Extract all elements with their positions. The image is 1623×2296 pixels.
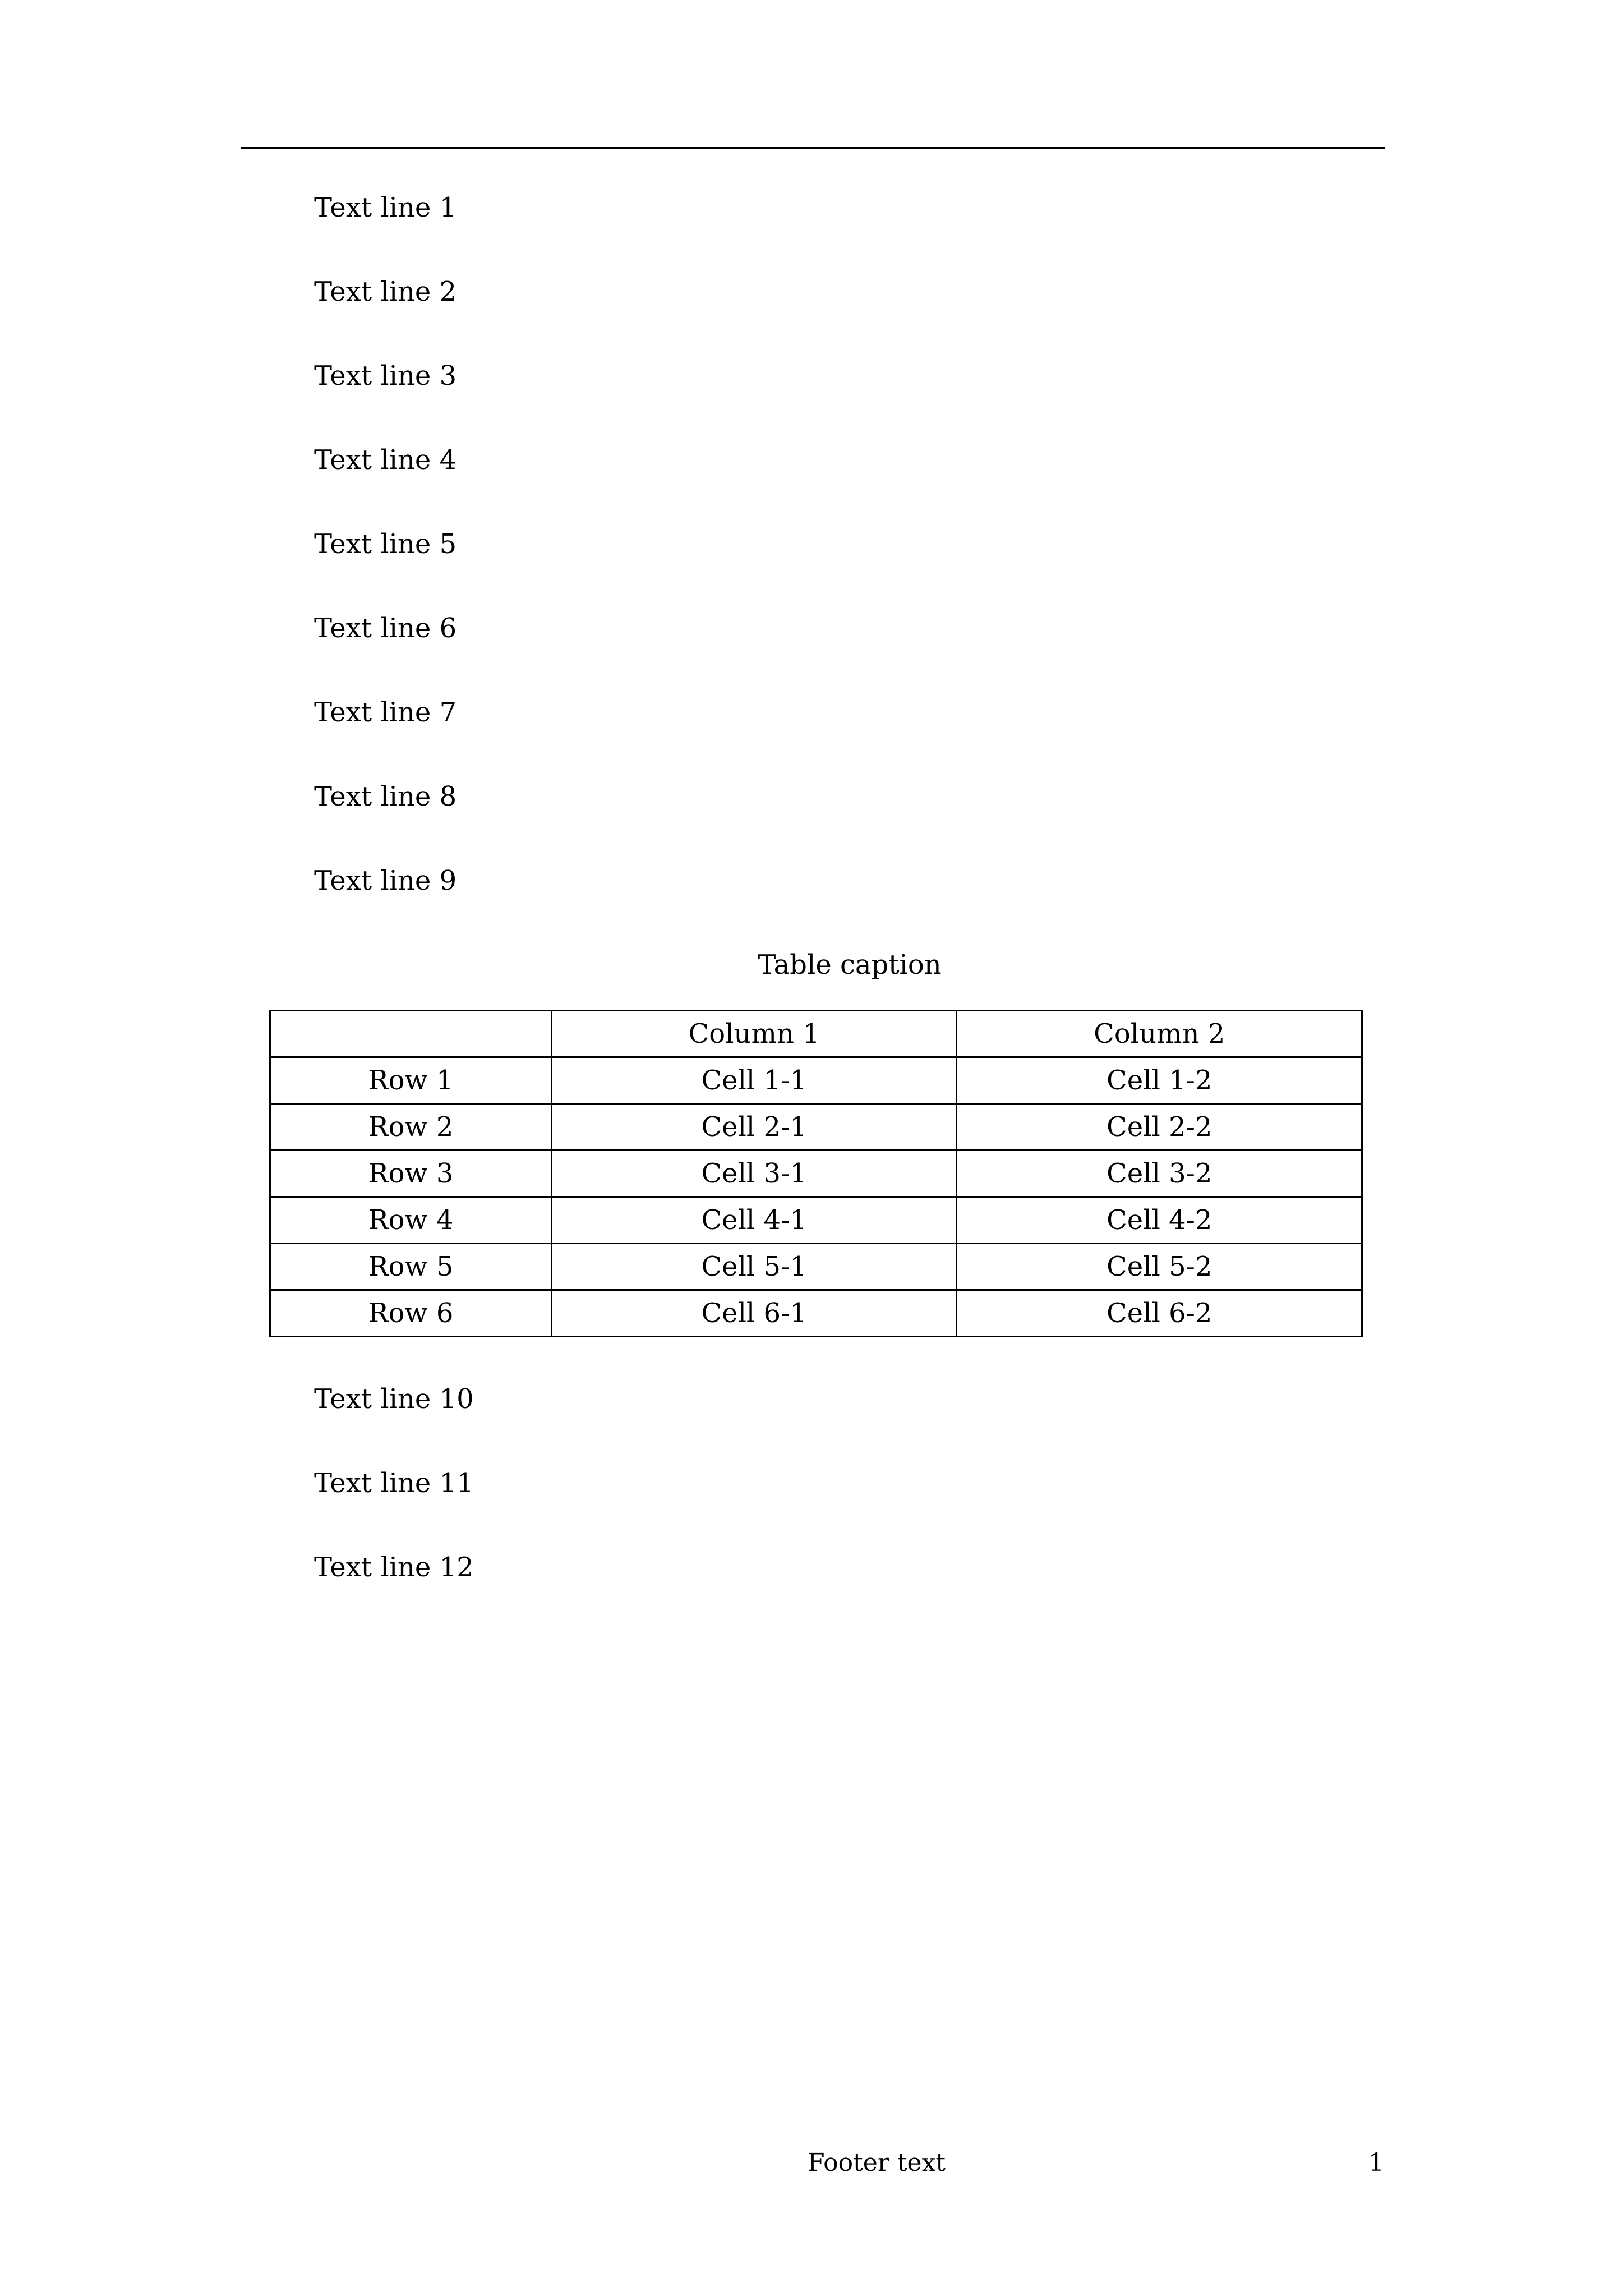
text-line: Text line 4 xyxy=(314,444,457,476)
text-line: Text line 5 xyxy=(314,528,457,560)
table-row-label: Row 3 xyxy=(270,1151,552,1197)
footer-text: Footer text xyxy=(808,2148,946,2177)
table-cell: Cell 6-2 xyxy=(957,1290,1362,1337)
text-line: Text line 8 xyxy=(314,781,457,812)
table-row-label: Row 5 xyxy=(270,1244,552,1290)
text-line: Text line 6 xyxy=(314,613,457,644)
document-body xyxy=(314,185,1385,1629)
table-cell: Cell 5-1 xyxy=(551,1244,957,1290)
text-line: Text line 3 xyxy=(314,360,457,392)
table-row xyxy=(270,1104,1362,1151)
table-cell: Cell 1-1 xyxy=(551,1057,957,1104)
text-line: Text line 1 xyxy=(314,192,457,223)
table-caption: Table caption xyxy=(758,949,942,981)
table-row-label: Row 2 xyxy=(270,1104,552,1151)
table-row-label: Row 1 xyxy=(270,1057,552,1104)
table-row xyxy=(270,1151,1362,1197)
table-row xyxy=(270,1057,1362,1104)
table-cell: Cell 5-2 xyxy=(957,1244,1362,1290)
table-cell: Cell 4-2 xyxy=(957,1197,1362,1244)
table-row xyxy=(270,1197,1362,1244)
table-cell: Cell 6-1 xyxy=(551,1290,957,1337)
table-row xyxy=(270,1290,1362,1337)
table-row xyxy=(270,1244,1362,1290)
table-header-cell xyxy=(270,1011,552,1057)
text-line: Text line 9 xyxy=(314,865,457,896)
table-header-cell: Column 2 xyxy=(957,1011,1362,1057)
table-header-row xyxy=(270,1011,1362,1057)
table-row-label: Row 6 xyxy=(270,1290,552,1337)
table-row-label: Row 4 xyxy=(270,1197,552,1244)
header-rule xyxy=(241,147,1385,149)
data-table xyxy=(269,1010,1363,1337)
table-cell: Cell 2-1 xyxy=(551,1104,957,1151)
table-header-cell: Column 1 xyxy=(551,1011,957,1057)
text-line: Text line 2 xyxy=(314,276,457,307)
table-cell: Cell 3-1 xyxy=(551,1151,957,1197)
table-cell: Cell 1-2 xyxy=(957,1057,1362,1104)
table-cell: Cell 2-2 xyxy=(957,1104,1362,1151)
text-line: Text line 11 xyxy=(314,1467,474,1499)
table-cell: Cell 3-2 xyxy=(957,1151,1362,1197)
text-line: Text line 10 xyxy=(314,1383,474,1415)
text-line: Text line 12 xyxy=(314,1552,474,1583)
text-line: Text line 7 xyxy=(314,697,457,728)
page-number: 1 xyxy=(1368,2148,1384,2177)
table-cell: Cell 4-1 xyxy=(551,1197,957,1244)
